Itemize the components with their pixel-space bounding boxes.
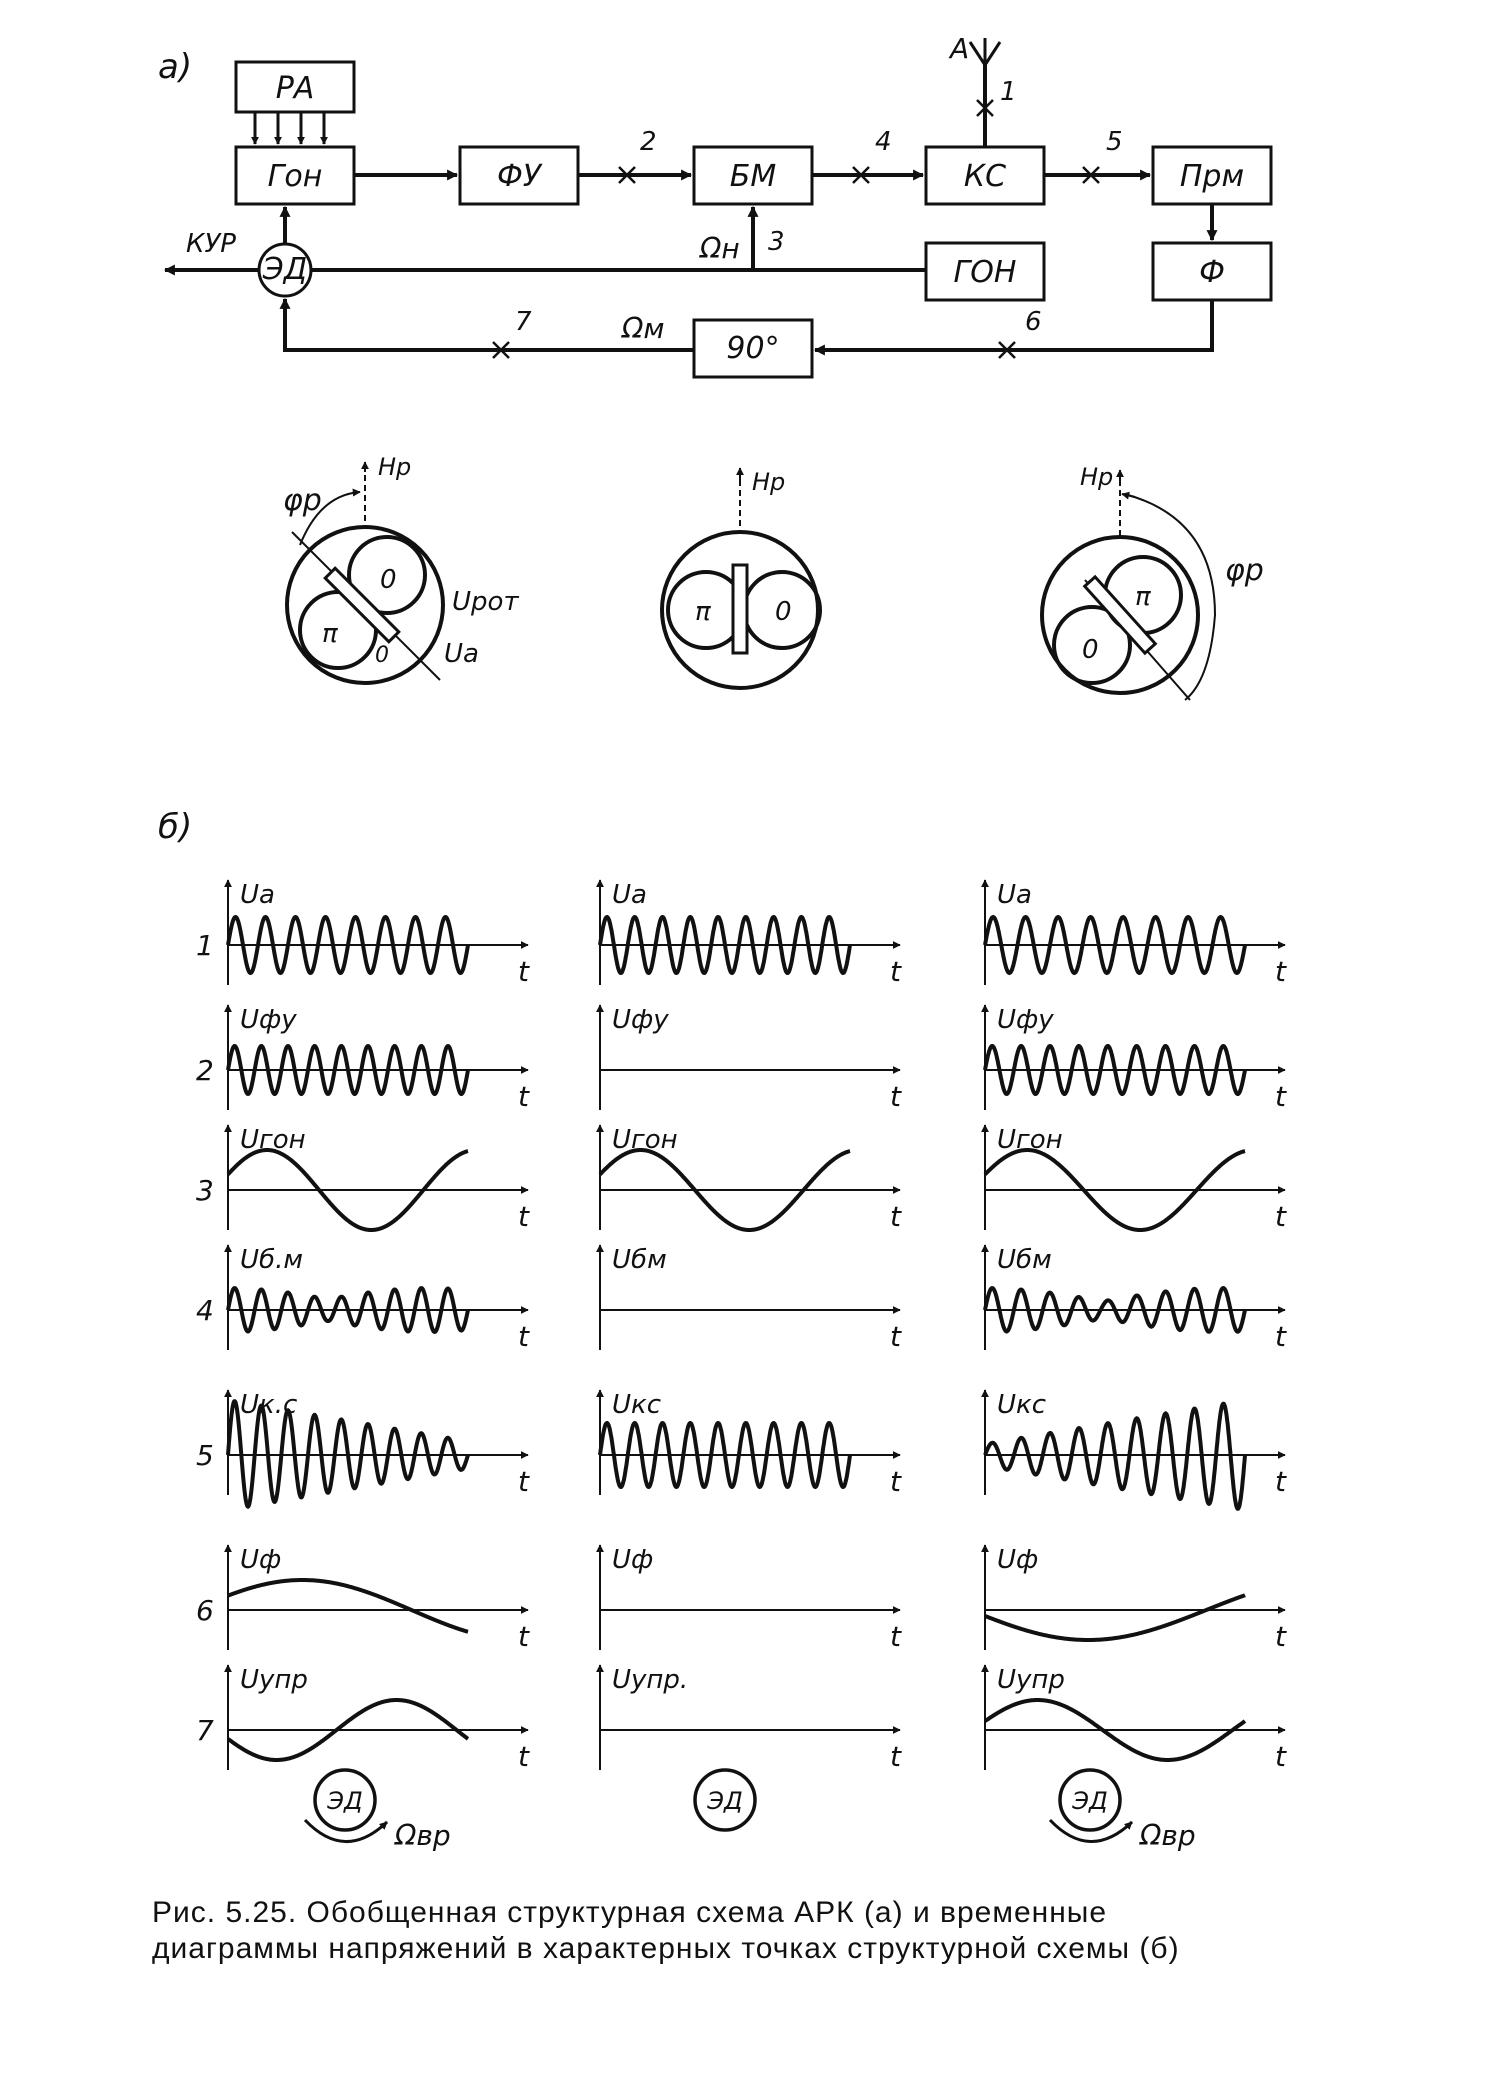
caption-line-2: диаграммы напряжений в характерных точках структурной схемы (б): [152, 1932, 1180, 1965]
omega-label: Ωвр: [395, 1819, 451, 1852]
row-number-4: 4: [196, 1294, 214, 1327]
pattern-2: [662, 468, 820, 688]
t-label: t: [1275, 1080, 1286, 1113]
motor-label: ЭД: [327, 1787, 363, 1815]
point-label-1: 1: [1000, 77, 1017, 107]
signal-label: Uф: [240, 1545, 282, 1575]
signal-label: Uфу: [240, 1005, 297, 1035]
waveform: [228, 1580, 468, 1632]
p2-lobe-0: 0: [775, 597, 792, 627]
t-label: t: [1275, 1200, 1286, 1233]
t-label: t: [1275, 1320, 1286, 1353]
t-label: t: [518, 1080, 529, 1113]
ed-label: ЭД: [262, 252, 308, 287]
t-label: t: [890, 1080, 901, 1113]
signal-label: Uгон: [612, 1125, 678, 1155]
timing-diagrams: [158, 807, 1287, 1852]
signal-label: Uфу: [612, 1005, 669, 1035]
signal-label: Uф: [612, 1545, 654, 1575]
p3-lobe-pi: π: [1135, 582, 1151, 612]
f-label: Ф: [1199, 255, 1225, 290]
row-number-7: 7: [196, 1714, 214, 1747]
p3-hp: Нр: [1080, 463, 1114, 491]
point-label-7: 7: [515, 307, 532, 337]
signal-label: Uкс: [612, 1390, 662, 1420]
signal-label: Uгон: [240, 1125, 306, 1155]
point-label-5: 5: [1106, 127, 1123, 157]
p1-hp: Нр: [378, 453, 412, 481]
waveform: [228, 1401, 468, 1506]
p1-lobe-0: 0: [380, 565, 397, 595]
waveform: [985, 1595, 1245, 1640]
signal-label: Uа: [240, 880, 275, 910]
t-label: t: [518, 1200, 529, 1233]
motor-label: ЭД: [1072, 1787, 1108, 1815]
signal-label: Uк.с: [240, 1390, 298, 1420]
p1-lobe-pi: π: [322, 619, 338, 649]
antenna-icon: [970, 38, 1000, 65]
part-b-label: б): [158, 807, 193, 847]
t-label: t: [518, 1620, 529, 1653]
figure-caption: [152, 1895, 1302, 1967]
gon-label: Гон: [267, 159, 323, 194]
t-label: t: [518, 1740, 529, 1773]
t-label: t: [890, 1740, 901, 1773]
kur-label: КУР: [186, 229, 236, 259]
p3-lobe-0: 0: [1082, 635, 1099, 665]
row-number-5: 5: [196, 1439, 214, 1472]
signal-label: Uупр: [997, 1665, 1065, 1695]
omega-m-label: Ωм: [622, 312, 665, 345]
signal-label: Uа: [612, 880, 647, 910]
p2-hp: Нр: [752, 468, 786, 496]
signal-label: Uкс: [997, 1390, 1047, 1420]
row-number-2: 2: [196, 1054, 214, 1087]
t-label: t: [1275, 955, 1286, 988]
t-label: t: [518, 1320, 529, 1353]
t-label: t: [1275, 1465, 1286, 1498]
signal-label: Uупр.: [612, 1665, 689, 1695]
point-label-6: 6: [1025, 307, 1042, 337]
antenna-patterns: [283, 453, 1264, 700]
point-label-4: 4: [875, 127, 892, 157]
signal-label: Uупр: [240, 1665, 308, 1695]
ks-label: КС: [963, 159, 1007, 194]
gon2-label: ГОН: [953, 255, 1017, 290]
ra-label: РА: [275, 71, 315, 106]
signal-label: Uфу: [997, 1005, 1054, 1035]
signal-label: Uа: [997, 880, 1032, 910]
signal-label: Uб.м: [240, 1245, 303, 1275]
p1-extra-0: 0: [375, 643, 389, 668]
point-label-2: 2: [640, 127, 657, 157]
t-label: t: [1275, 1740, 1286, 1773]
row-number-3: 3: [196, 1174, 214, 1207]
row-number-1: 1: [196, 929, 214, 962]
block-diagram: [158, 32, 1271, 377]
part-a-label: а): [158, 47, 193, 87]
row-number-6: 6: [196, 1594, 214, 1627]
t-label: t: [1275, 1620, 1286, 1653]
p1-phi: φр: [283, 483, 322, 518]
p1-urot: Uрот: [452, 587, 519, 617]
bm-label: БМ: [729, 159, 777, 194]
omega-n-label: Ωн: [700, 232, 740, 265]
caption-line-1: Рис. 5.25. Обобщенная структурная схема АРК (а) и временные: [152, 1896, 1108, 1929]
prm-label: Прм: [1179, 159, 1245, 194]
phase-label: 90°: [726, 331, 780, 366]
p3-phi: φр: [1225, 553, 1264, 588]
p2-lobe-pi: π: [695, 597, 711, 627]
point-label-3: 3: [768, 227, 785, 257]
signal-label: Uгон: [997, 1125, 1063, 1155]
signal-label: Uбм: [612, 1245, 667, 1275]
signal-label: Uф: [997, 1545, 1039, 1575]
t-label: t: [518, 955, 529, 988]
p1-ua: Uа: [444, 639, 479, 669]
t-label: t: [890, 1465, 901, 1498]
fu-label: ФУ: [496, 159, 542, 194]
t-label: t: [518, 1465, 529, 1498]
antenna-label: А: [950, 32, 970, 65]
t-label: t: [890, 1320, 901, 1353]
t-label: t: [890, 1200, 901, 1233]
t-label: t: [890, 1620, 901, 1653]
signal-label: Uбм: [997, 1245, 1052, 1275]
motor-label: ЭД: [707, 1787, 743, 1815]
pattern-3: [1042, 470, 1215, 700]
t-label: t: [890, 955, 901, 988]
omega-label: Ωвр: [1140, 1819, 1196, 1852]
